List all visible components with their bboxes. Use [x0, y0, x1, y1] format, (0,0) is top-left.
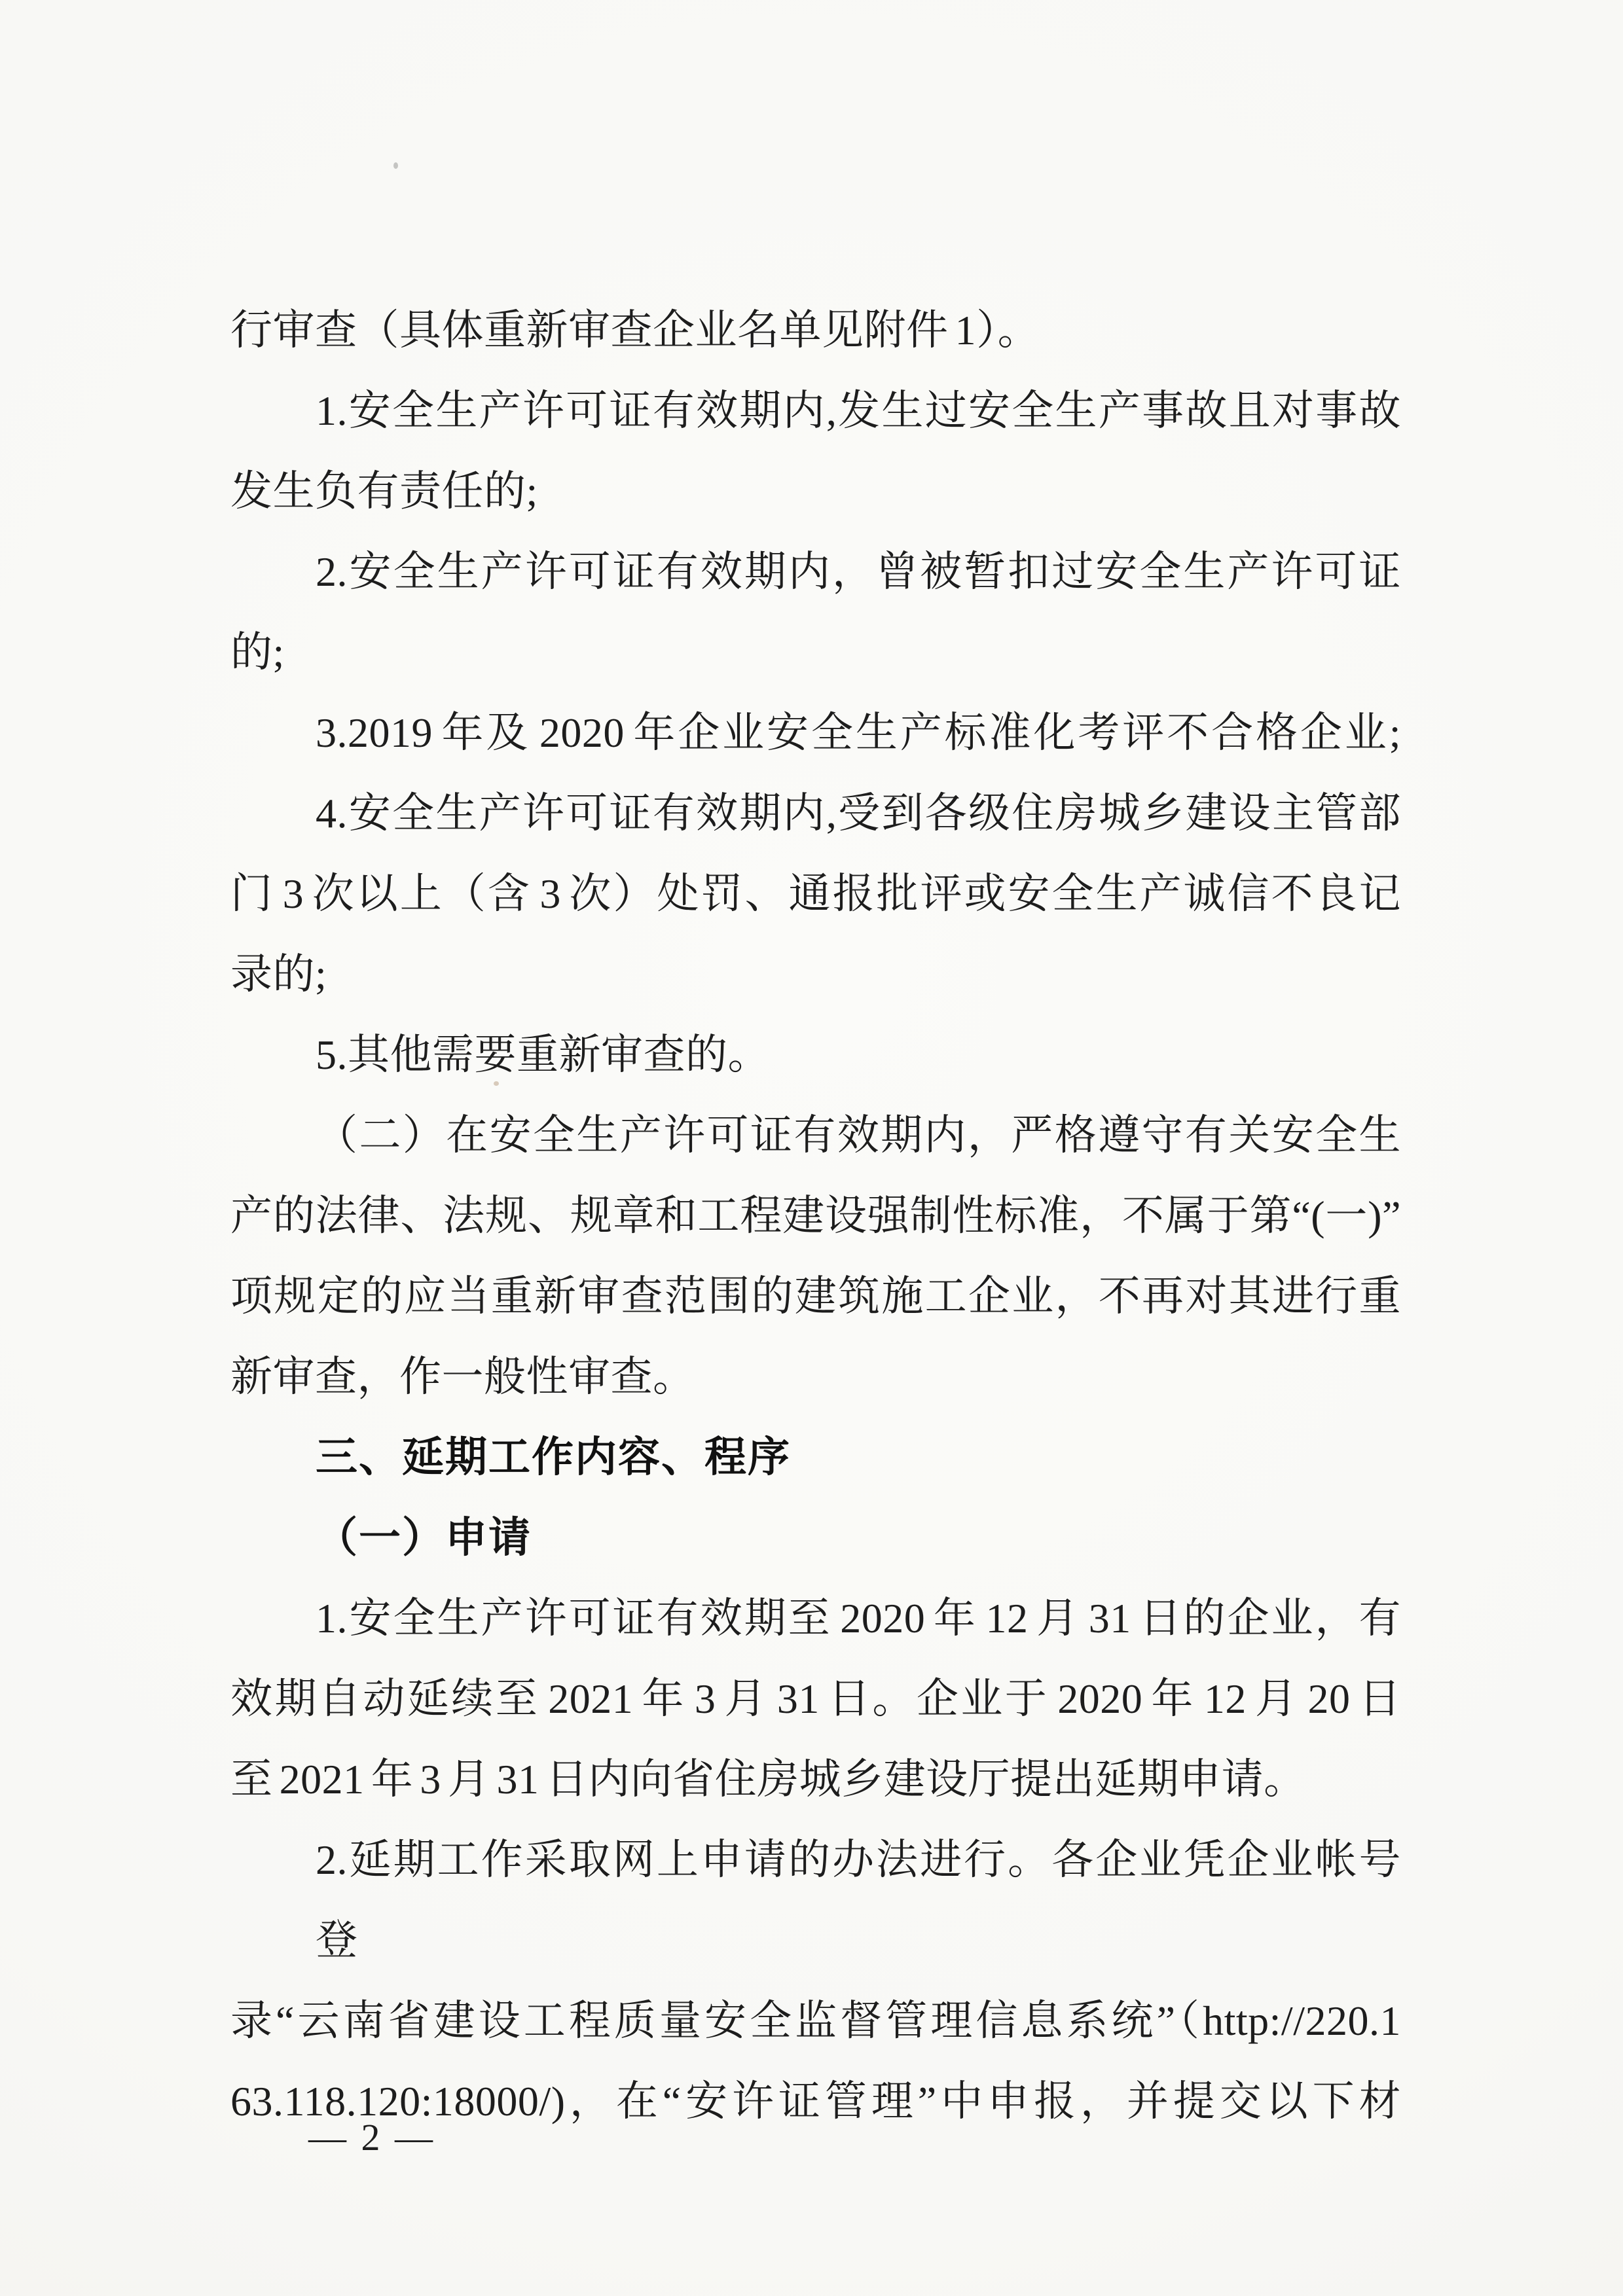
doc-line: 项规定的应当重新审查范围的建筑施工企业，不再对其进行重: [230, 1273, 1401, 1319]
doc-line-item-1: 1.安全生产许可证有效期内,发生过安全生产事故且对事故: [316, 387, 1401, 434]
doc-line-item-5: 5.其他需要重新审查的。: [316, 1031, 770, 1078]
doc-line: 效期自动延续至 2021 年 3 月 31 日。企业于 2020 年 12 月 20 日: [230, 1676, 1401, 1722]
doc-line: 发生负有责任的;: [230, 468, 538, 514]
page-number: — 2 —: [308, 2116, 435, 2159]
doc-line-item-4: 4.安全生产许可证有效期内,受到各级住房城乡建设主管部: [316, 790, 1401, 836]
doc-line-item-1b: 1.安全生产许可证有效期至 2020 年 12 月 31 日的企业，有: [316, 1595, 1401, 1641]
doc-line: 至 2021 年 3 月 31 日内向省住房城乡建设厅提出延期申请。: [230, 1756, 1306, 1803]
doc-line: 门 3 次以上（含 3 次）处罚、通报批评或安全生产诚信不良记: [230, 870, 1401, 917]
section-heading-3: 三、延期工作内容、程序: [316, 1433, 791, 1480]
doc-line: 63.118.120:18000/)，在“安许证管理”中申报，并提交以下材: [230, 2078, 1401, 2125]
doc-line: 录“云南省建设工程质量安全监督管理信息系统”（http://220.1: [230, 1998, 1401, 2044]
doc-line-para-2: （二）在安全生产许可证有效期内，严格遵守有关安全生: [316, 1112, 1401, 1158]
doc-line: 的;: [230, 629, 285, 675]
doc-line: 产的法律、法规、规章和工程建设强制性标准，不属于第“(一)”: [230, 1193, 1401, 1239]
subsection-heading-1: （一）申请: [316, 1515, 532, 1561]
doc-line-item-3: 3.2019 年及 2020 年企业安全生产标准化考评不合格企业;: [316, 709, 1401, 756]
doc-line-item-2: 2.安全生产许可证有效期内，曾被暂扣过安全生产许可证: [316, 548, 1401, 595]
document-body: [230, 290, 1401, 2142]
doc-line: 新审查，作一般性审查。: [230, 1354, 695, 1400]
doc-line: 行审查（具体重新审查企业名单见附件 1）。: [230, 307, 1040, 353]
scan-speck: [393, 162, 398, 169]
doc-line: 录的;: [230, 951, 327, 997]
doc-line-item-2b: 2.延期工作采取网上申请的办法进行。各企业凭企业帐号登: [316, 1837, 1401, 1964]
